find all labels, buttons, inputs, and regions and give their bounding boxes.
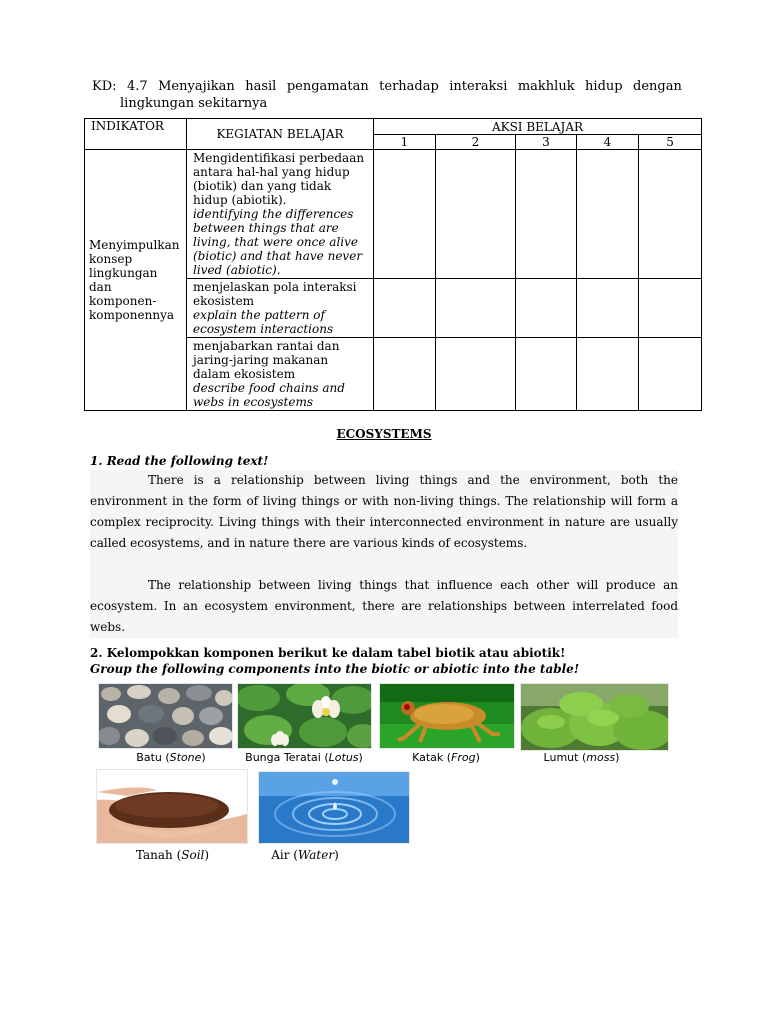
caption-en: moss bbox=[586, 751, 616, 764]
indikator-line: komponennya bbox=[89, 308, 175, 322]
aksi-cell[interactable] bbox=[577, 338, 639, 411]
indikator-line: dan bbox=[89, 280, 112, 294]
kegiatan-line-en: webs in ecosystems bbox=[193, 395, 314, 409]
aksi-col-2: 2 bbox=[436, 135, 516, 150]
aksi-cell[interactable] bbox=[374, 150, 436, 279]
aksi-col-4: 4 bbox=[577, 135, 639, 150]
aksi-cell[interactable] bbox=[436, 338, 516, 411]
stone-image bbox=[98, 683, 233, 749]
paragraph-gap bbox=[90, 554, 678, 575]
aksi-cell[interactable] bbox=[436, 150, 516, 279]
indikator-line: lingkungan bbox=[89, 266, 158, 280]
kegiatan-line: ekosistem bbox=[193, 294, 255, 308]
kegiatan-line: dalam ekosistem bbox=[193, 367, 296, 381]
caption-lotus: Bunga Teratai (Lotus) bbox=[245, 751, 363, 764]
kegiatan-cell-3 bbox=[187, 338, 374, 411]
kegiatan-line: menjabarkan rantai dan bbox=[193, 339, 340, 353]
header-kegiatan: KEGIATAN BELAJAR bbox=[187, 119, 374, 150]
kd-word: hasil bbox=[245, 79, 277, 94]
kd-word: pengamatan bbox=[286, 79, 369, 94]
caption-id: Lumut bbox=[543, 751, 579, 764]
caption-id: Air bbox=[271, 848, 290, 862]
caption-id: Bunga Teratai bbox=[245, 751, 321, 764]
kegiatan-line: menjelaskan pola interaksi bbox=[193, 280, 357, 294]
header-indikator: INDIKATOR bbox=[85, 119, 187, 150]
moss-image bbox=[520, 683, 669, 751]
kegiatan-line: (biotik) dan yang tidak bbox=[193, 179, 332, 193]
lotus-image bbox=[237, 683, 372, 749]
kegiatan-line-en: explain the pattern of bbox=[193, 308, 325, 322]
caption-en: Water bbox=[297, 848, 335, 862]
caption-en: Lotus bbox=[328, 751, 359, 764]
aksi-cell[interactable] bbox=[374, 279, 436, 338]
moss-icon bbox=[521, 684, 668, 750]
question-1: 1. Read the following text! bbox=[90, 454, 269, 468]
section-title: ECOSYSTEMS bbox=[336, 427, 432, 441]
aksi-cell[interactable] bbox=[374, 338, 436, 411]
kegiatan-cell-2 bbox=[187, 279, 374, 338]
indikator-line: konsep bbox=[89, 252, 133, 266]
soil-icon bbox=[97, 770, 247, 843]
caption-id: Tanah bbox=[135, 848, 173, 862]
caption-id: Katak bbox=[412, 751, 444, 764]
kegiatan-line: hidup (abiotik). bbox=[193, 193, 287, 207]
frog-image bbox=[379, 683, 515, 749]
aksi-cell[interactable] bbox=[516, 279, 577, 338]
soil-image bbox=[96, 769, 248, 844]
aksi-col-3: 3 bbox=[516, 135, 577, 150]
kegiatan-cell-1 bbox=[187, 150, 374, 279]
caption-en: Stone bbox=[169, 751, 202, 764]
kegiatan-line-en: (biotic) and that have never bbox=[193, 249, 363, 263]
aksi-cell[interactable] bbox=[516, 338, 577, 411]
kd-line2: lingkungan sekitarnya bbox=[120, 96, 268, 111]
kd-word: interaksi bbox=[449, 79, 508, 94]
kegiatan-line: antara hal-hal yang hidup bbox=[193, 165, 350, 179]
kegiatan-line-en: lived (abiotic). bbox=[193, 263, 281, 277]
question-2-id: 2. Kelompokkan komponen berikut ke dalam tabel biotik atau abiotik! bbox=[90, 646, 566, 660]
kegiatan-line-en: describe food chains and bbox=[193, 381, 345, 395]
caption-moss: Lumut (moss) bbox=[543, 751, 620, 764]
kegiatan-line-en: living, that were once alive bbox=[193, 235, 358, 249]
paragraph-2: The relationship between living things that influence each other will produce an ecosystem. In an ecosystem environment, there are relationships between interrelated food webs. bbox=[90, 578, 678, 634]
kd-statement bbox=[92, 78, 682, 112]
aksi-col-1: 1 bbox=[374, 135, 436, 150]
header-aksi: AKSI BELAJAR bbox=[374, 119, 702, 135]
kd-word: dengan bbox=[633, 79, 682, 94]
kegiatan-line-en: identifying the differences bbox=[193, 207, 354, 221]
kd-word: Menyajikan bbox=[158, 79, 235, 94]
indikator-cell bbox=[85, 150, 187, 411]
caption-en: Soil bbox=[181, 848, 205, 862]
question-2-en: Group the following components into the biotic or abiotic into the table! bbox=[90, 662, 580, 676]
lotus-icon bbox=[238, 684, 371, 748]
caption-water: Air (Water) bbox=[271, 848, 339, 862]
aksi-cell[interactable] bbox=[577, 279, 639, 338]
kegiatan-line-en: between things that are bbox=[193, 221, 339, 235]
kd-word: makhluk bbox=[517, 79, 575, 94]
caption-id: Batu bbox=[136, 751, 162, 764]
paragraph-1: There is a relationship between living things and the environment, both the environment in the form of living things or with non-living things. The relationship will form a complex reciprocity. Living things with their interconnected environment in nature are usually called ecosystems, and in nature there are various kinds of ecosystems. bbox=[90, 473, 678, 550]
kd-word: hidup bbox=[585, 79, 623, 94]
aksi-col-5: 5 bbox=[639, 135, 702, 150]
indicator-table bbox=[84, 118, 702, 411]
caption-frog: Katak (Frog) bbox=[412, 751, 480, 764]
water-image bbox=[258, 771, 410, 844]
aksi-cell[interactable] bbox=[639, 279, 702, 338]
stone-icon bbox=[99, 684, 232, 748]
reading-text bbox=[90, 470, 678, 638]
indikator-line: Menyimpulkan bbox=[89, 238, 180, 252]
caption-stone: Batu (Stone) bbox=[136, 751, 206, 764]
kd-word: terhadap bbox=[379, 79, 439, 94]
aksi-cell[interactable] bbox=[577, 150, 639, 279]
aksi-cell[interactable] bbox=[639, 150, 702, 279]
caption-soil: Tanah (Soil) bbox=[135, 848, 210, 862]
kd-label: KD: bbox=[92, 79, 117, 94]
caption-en: Frog bbox=[451, 751, 476, 764]
water-drop-icon bbox=[259, 772, 409, 843]
aksi-cell[interactable] bbox=[639, 338, 702, 411]
kd-number: 4.7 bbox=[126, 79, 148, 94]
kegiatan-line: Mengidentifikasi perbedaan bbox=[193, 151, 365, 165]
aksi-cell[interactable] bbox=[436, 279, 516, 338]
kegiatan-line: jaring-jaring makanan bbox=[193, 353, 329, 367]
indikator-line: komponen- bbox=[89, 294, 157, 308]
aksi-cell[interactable] bbox=[516, 150, 577, 279]
kegiatan-line-en: ecosystem interactions bbox=[193, 322, 334, 336]
frog-icon bbox=[380, 684, 514, 748]
